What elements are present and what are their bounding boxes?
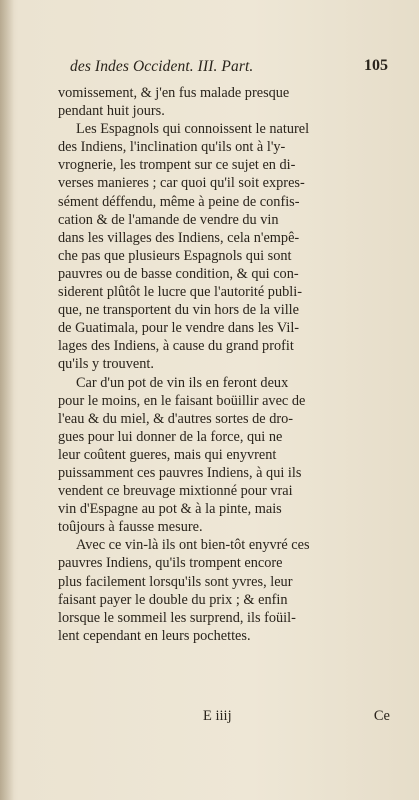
text-line: vrognerie, les trompent sur ce sujet en di- (58, 157, 296, 174)
text-line: lages des Indiens, à cause du grand profit (58, 338, 294, 355)
signature-mark: E iiij (203, 708, 232, 724)
text-line: toûjours à fausse mesure. (58, 519, 203, 536)
text-line: dans les villages des Indiens, cela n'empê- (58, 229, 300, 246)
page-footer (58, 708, 392, 728)
paragraph (58, 84, 392, 120)
paragraph (58, 536, 392, 645)
text-line: lent cependant en leurs pochettes. (58, 627, 251, 644)
text-line: cation & de l'amande de vendre du vin (58, 211, 279, 228)
running-head: des Indes Occident. III. Part. (70, 58, 254, 75)
text-line: de Guatimala, pour le vendre dans les Vil- (58, 320, 300, 337)
text-line: che pas que plusieurs Espagnols qui sont (58, 247, 292, 264)
text-line: vomissement, & j'en fus malade presque (58, 85, 290, 101)
page-number: 105 (364, 57, 388, 74)
text-line: qu'ils y trouvent. (58, 356, 154, 373)
catchword: Ce (373, 708, 390, 724)
text-line: vin d'Espagne au pot & à la pinte, mais (58, 501, 282, 518)
text-line: Avec ce vin-là ils ont bien-tôt enyvré ces (76, 537, 310, 554)
gutter-shadow (0, 0, 14, 800)
text-line: sément déffendu, même à peine de confis- (58, 193, 300, 210)
text-line: Les Espagnols qui connoissent le naturel (76, 121, 310, 138)
page-body (58, 84, 392, 645)
text-line: vendent ce breuvage mixtionné pour vrai (58, 483, 293, 500)
text-line: siderent plûtôt le lucre que l'autorité publi- (58, 284, 302, 301)
text-line: pour le moins, en le faisant boüillir avec de (58, 392, 306, 409)
page-header (70, 58, 388, 80)
paragraph (58, 374, 392, 537)
text-line: pendant huit jours. (58, 103, 165, 120)
paragraph (58, 120, 392, 373)
text-line: plus facilement lorsqu'ils sont yvres, leur (58, 573, 293, 590)
text-line: des Indiens, l'inclination qu'ils ont à l'y- (58, 139, 286, 156)
text-line: faisant payer le double du prix ; & enfin (58, 591, 288, 608)
text-line: Car d'un pot de vin ils en feront deux (76, 374, 289, 391)
text-line: l'eau & du miel, & d'autres sortes de dro- (58, 410, 294, 427)
text-line: lorsque le sommeil les surprend, ils foüil- (58, 609, 296, 626)
text-line: leur coûtent gueres, mais qui enyvrent (58, 446, 277, 463)
text-line: pauvres Indiens, qu'ils trompent encore (58, 555, 283, 572)
text-line: puissamment ces pauvres Indiens, à qui ils (58, 464, 302, 481)
text-line: gues pour lui donner de la force, qui ne (58, 428, 283, 445)
text-line: verses manieres ; car quoi qu'il soit expres- (58, 175, 305, 192)
text-line: pauvres ou de basse condition, & qui con- (58, 265, 299, 282)
text-line: que, ne transportent du vin hors de la ville (58, 302, 300, 319)
